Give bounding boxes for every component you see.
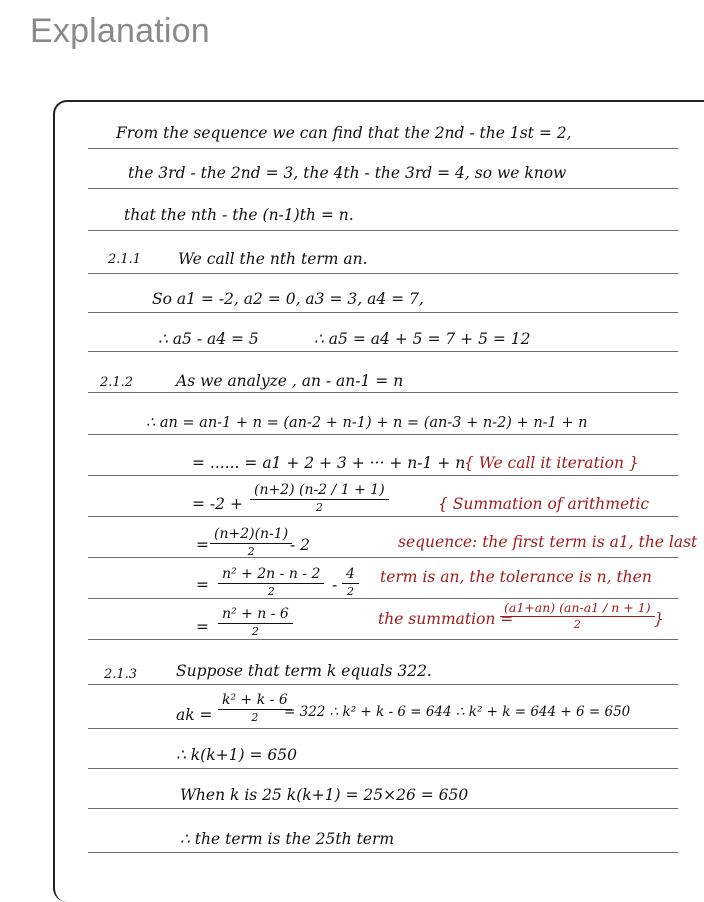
- q213-line-4: When k is 25 k(k+1) = 25×26 = 650: [180, 786, 469, 804]
- section-label-2-1-1: 2.1.1: [108, 252, 142, 267]
- fraction-numerator: 4: [342, 566, 359, 584]
- fraction-numerator: (a1+an) (an-a1 / n + 1): [500, 600, 655, 617]
- q213-line-1: Suppose that term k equals 322.: [176, 662, 432, 680]
- summation-note-2: sequence: the first term is a1, the last: [398, 533, 698, 551]
- ruled-line: [88, 392, 678, 393]
- q213-line-3: ∴ k(k+1) = 650: [176, 746, 297, 764]
- intro-line-1: From the sequence we can find that the 2nd - the 1st = 2,: [116, 124, 572, 142]
- q211-line-2: So a1 = -2, a2 = 0, a3 = 3, a4 = 7,: [152, 290, 424, 308]
- q212-line-7-fraction: [218, 606, 293, 638]
- fraction-denominator: 2: [251, 625, 259, 638]
- section-label-2-1-3: 2.1.3: [104, 667, 138, 682]
- q212-line-4-prefix: = -2 +: [192, 495, 243, 513]
- equals-sign: =: [196, 536, 209, 554]
- summation-note-close: }: [654, 610, 664, 628]
- fraction-denominator: 2: [315, 501, 323, 514]
- fraction-numerator: n² + n - 6: [218, 606, 293, 624]
- q211-line-1: We call the nth term an.: [178, 250, 368, 268]
- fraction-denominator: 2: [346, 585, 354, 598]
- fraction-numerator: n² + 2n - n - 2: [218, 566, 324, 584]
- ruled-line: [88, 768, 678, 769]
- ruled-line: [88, 516, 678, 517]
- section-label-2-1-2: 2.1.2: [100, 375, 134, 390]
- ruled-line: [88, 434, 678, 435]
- fraction-denominator: 2: [267, 585, 275, 598]
- ruled-line: [88, 557, 678, 558]
- summation-note-1: { Summation of arithmetic: [438, 495, 650, 513]
- intro-line-3: that the nth - the (n-1)th = n.: [124, 206, 354, 224]
- q212-line-1: As we analyze , an - an-1 = n: [176, 372, 404, 390]
- ruled-line: [88, 598, 678, 599]
- ruled-line: [88, 230, 678, 231]
- fraction-numerator: (n+2)(n-1): [210, 526, 292, 544]
- fraction-denominator: 2: [573, 618, 581, 631]
- q212-line-6-fraction: [218, 566, 324, 598]
- ruled-line: [88, 852, 678, 853]
- q213-line-5: ∴ the term is the 25th term: [180, 830, 395, 848]
- ruled-line: [88, 684, 678, 685]
- q213-line-2-rest: = 322 ∴ k² + k - 6 = 644 ∴ k² + k = 644 + 6 = 650: [284, 704, 631, 720]
- intro-line-2: the 3rd - the 2nd = 3, the 4th - the 3rd = 4, so we know: [128, 164, 567, 182]
- explanation-heading: Explanation: [30, 12, 210, 50]
- ruled-line: [88, 312, 678, 313]
- iteration-note: { We call it iteration }: [464, 454, 639, 472]
- q212-line-4-fraction: [250, 482, 389, 514]
- ruled-line: [88, 273, 678, 274]
- fraction-numerator: (n+2) (n-2 / 1 + 1): [250, 482, 389, 500]
- ruled-line: [88, 475, 678, 476]
- fraction-denominator: 2: [247, 545, 255, 558]
- equals-sign: =: [196, 618, 209, 636]
- fraction-numerator: k² + k - 6: [218, 692, 292, 710]
- q213-line-2-fraction: [218, 692, 292, 724]
- ruled-line: [88, 639, 678, 640]
- ruled-line: [88, 808, 678, 809]
- q212-line-3: = ...... = a1 + 2 + 3 + ··· + n-1 + n: [192, 454, 466, 472]
- ruled-line: [88, 188, 678, 189]
- fraction-denominator: 2: [251, 711, 259, 724]
- q212-line-6-suffix-fraction: [342, 566, 359, 598]
- q211-line-3a: ∴ a5 - a4 = 5: [158, 330, 259, 348]
- equals-sign: =: [196, 576, 209, 594]
- q212-line-2: ∴ an = an-1 + n = (an-2 + n-1) + n = (an-3 + n-2) + n-1 + n: [146, 415, 588, 431]
- q213-line-2-prefix: ak =: [176, 706, 213, 724]
- minus-sign: -: [332, 576, 338, 594]
- q211-line-3b: ∴ a5 = a4 + 5 = 7 + 5 = 12: [314, 330, 531, 348]
- ruled-line: [88, 351, 678, 352]
- q212-line-5-fraction: [210, 526, 292, 558]
- summation-note-4: the summation =: [378, 610, 514, 628]
- q212-line-5-suffix: - 2: [290, 536, 311, 554]
- summation-formula-fraction: [500, 600, 655, 631]
- ruled-line: [88, 148, 678, 149]
- ruled-line: [88, 728, 678, 729]
- summation-note-3: term is an, the tolerance is n, then: [380, 568, 652, 586]
